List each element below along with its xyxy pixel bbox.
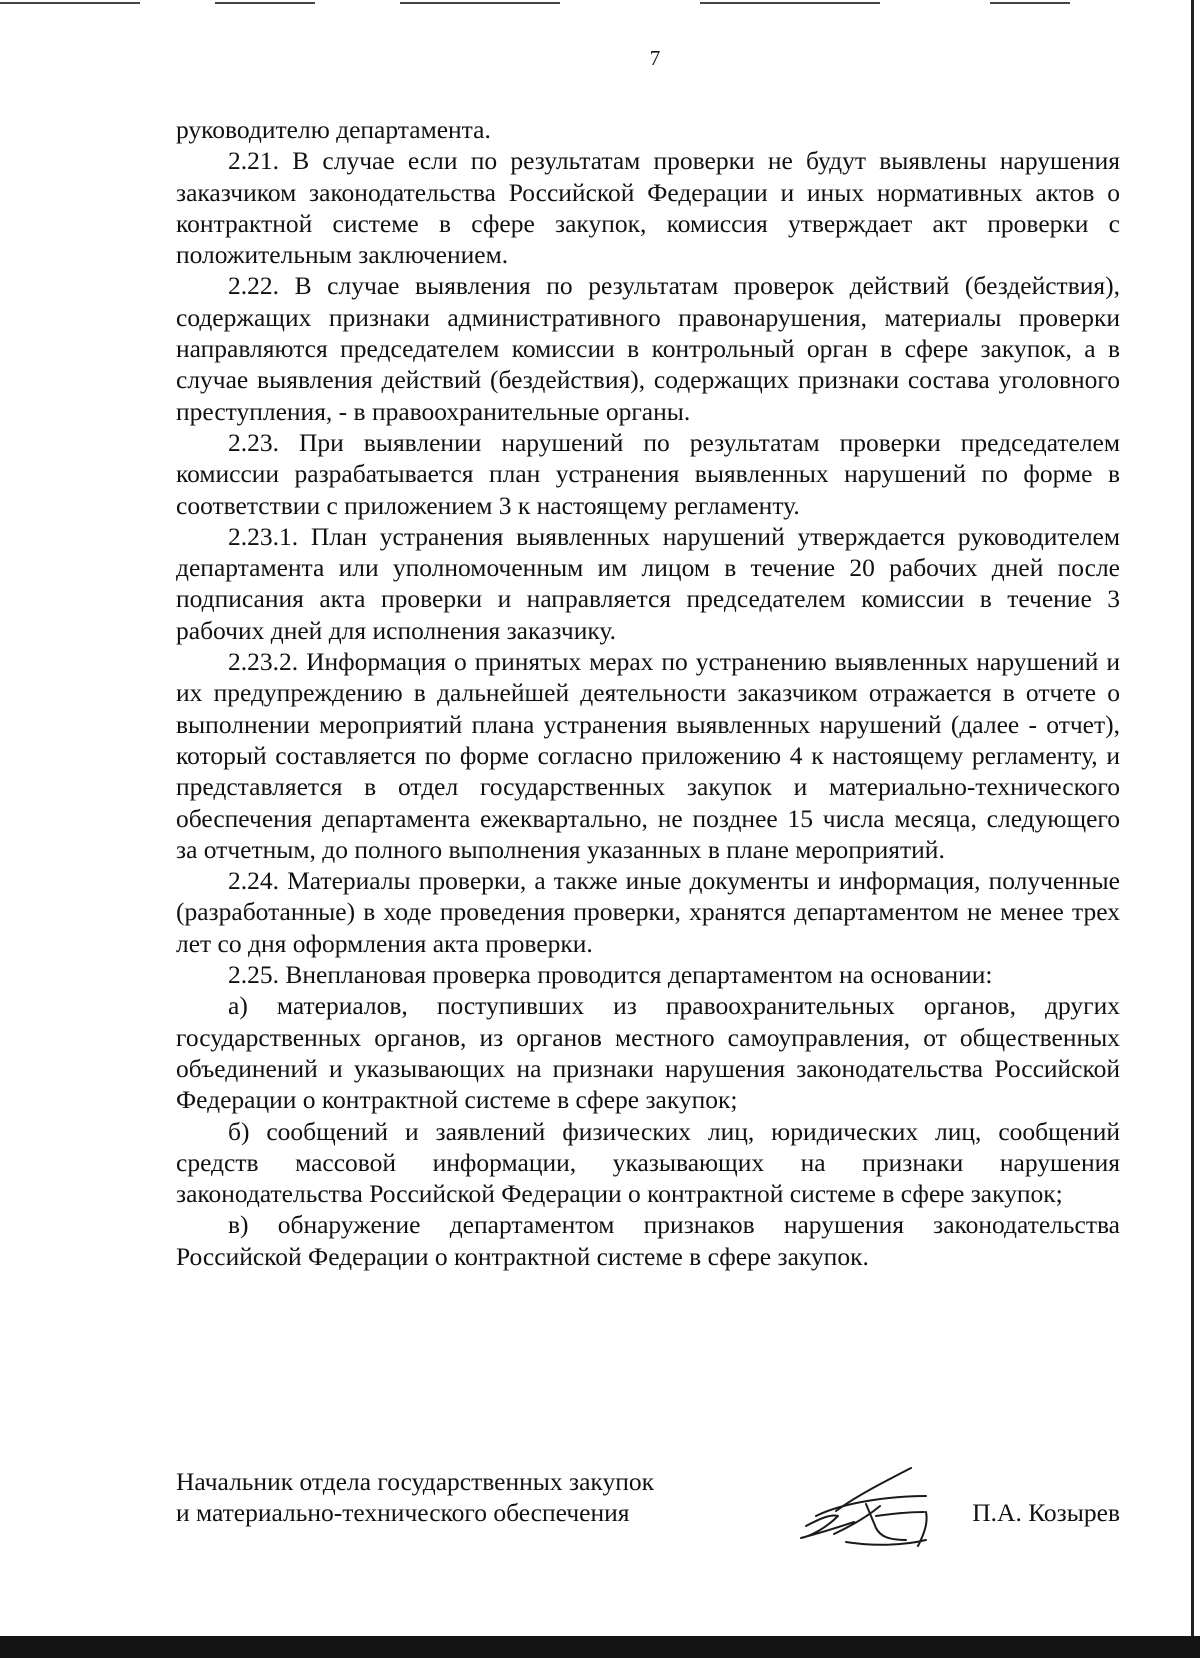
page-number: 7 bbox=[649, 46, 661, 70]
paragraph-continuation: руководителю департамента. bbox=[176, 115, 491, 144]
scan-top-line bbox=[400, 2, 560, 4]
signer-name: П.А. Козырев bbox=[972, 1498, 1120, 1527]
paragraph-2-25: 2.25. Внеплановая проверка проводится департаментом на основании: bbox=[228, 960, 993, 990]
paragraph-2-25-b: б) сообщений и заявлений физических лиц, юридических лиц, сообщений средств массовой информации, указывающих на признаки нарушения законодательства Российской Федерации о контрактной системе в сфере закупок; bbox=[176, 1116, 1120, 1209]
paragraph-2-23-2: 2.23.2. Информация о принятых мерах по устранению выявленных нарушений и их предупреждению в дальнейшей деятельности заказчиком отражается в отчете о выполнении мероприятий плана устранения выявленных нарушений (далее - отчет), который составляется по форме согласно приложению 4 к настоящему регламенту, и представляется в отдел государственных закупок и материально-технического обеспечения департамента ежеквартально, не позднее 15 числа месяца, следующего за отчетным, до полного выполнения указанных в плане мероприятий. bbox=[176, 647, 1120, 864]
scan-top-line bbox=[700, 2, 880, 4]
paragraph-2-23-1: 2.23.1. План устранения выявленных нарушений утверждается руководителем департамента или уполномоченным им лицом в течение 20 рабочих дней после подписания акта проверки и направляется председателем комиссии в течение 3 рабочих дней для исполнения заказчику. bbox=[176, 521, 1120, 645]
scan-top-line bbox=[215, 2, 315, 4]
signature-block bbox=[176, 1466, 1120, 1546]
paragraph-2-24: 2.24. Материалы проверки, а также иные документы и информация, полученные (разработанные) в ходе проведения проверки, хранятся департаментом не менее трех лет со дня оформления акта проверки. bbox=[176, 866, 1120, 958]
paragraph-2-21: 2.21. В случае если по результатам проверки не будут выявлены нарушения заказчиком законодательства Российской Федерации и иных нормативных актов о контрактной системе в сфере закупок, комиссия утверждает акт проверки с положительным заключением. bbox=[176, 146, 1120, 270]
scan-top-line bbox=[990, 2, 1070, 4]
scan-bottom-bar bbox=[0, 1636, 1200, 1658]
paragraph-2-25-v: в) обнаружение департаментом признаков нарушения законодательства Российской Федерации о контрактной системе в сфере закупок. bbox=[176, 1210, 1120, 1271]
scan-right-edge bbox=[1191, 0, 1194, 1640]
paragraph-2-23: 2.23. При выявлении нарушений по результатам проверки председателем комиссии разрабатывается план устранения выявленных нарушений по форме в соответствии с приложением 3 к настоящему регламенту. bbox=[176, 427, 1120, 520]
handwritten-signature-icon bbox=[776, 1456, 936, 1556]
signer-position bbox=[176, 1466, 736, 1528]
paragraph-2-25-a: а) материалов, поступивших из правоохранительных органов, других государственных органов, из органов местного самоуправления, от общественных объединений и указывающих на признаки нарушения законодательства Российской Федерации о контрактной системе в сфере закупок; bbox=[176, 991, 1120, 1115]
document-body bbox=[176, 114, 1120, 1272]
paragraph-2-22: 2.22. В случае выявления по результатам проверок действий (бездействия), содержащих признаки административного правонарушения, материалы проверки направляются председателем комиссии в контрольный орган в сфере закупок, а в случае выявления действий (бездействия), содержащих признаки состава уголовного преступления, - в правоохранительные органы. bbox=[176, 271, 1120, 426]
signer-position-line2: и материально-технического обеспечения bbox=[176, 1498, 630, 1527]
scan-top-line bbox=[0, 2, 140, 4]
signer-position-line1: Начальник отдела государственных закупок bbox=[176, 1467, 654, 1496]
